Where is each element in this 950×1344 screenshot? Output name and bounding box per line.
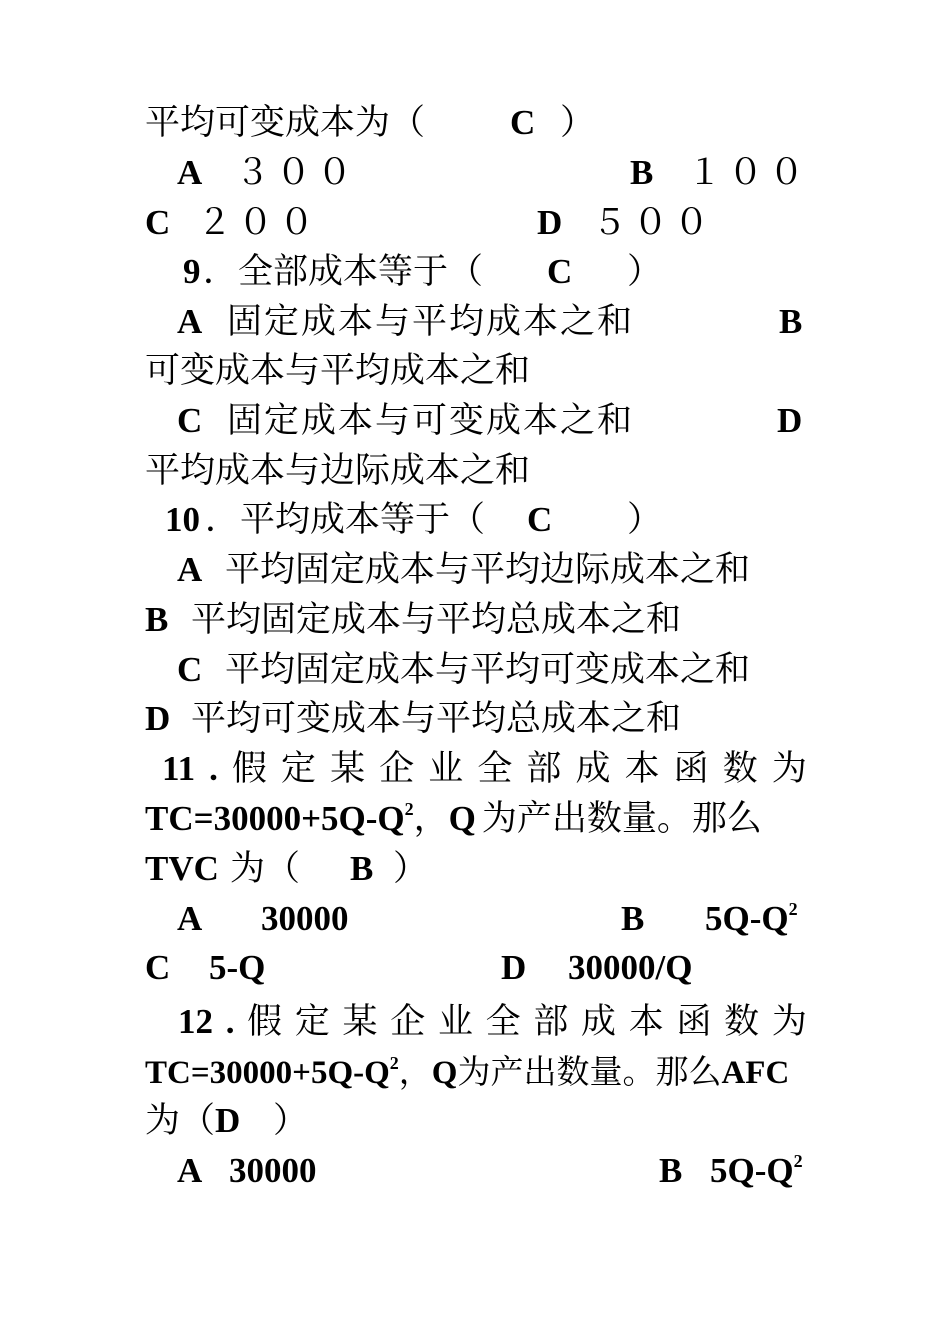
q8-option-b-text: １００ bbox=[687, 153, 811, 193]
q11-option-d-text: 30000/Q bbox=[568, 948, 693, 987]
q11-char: 本 bbox=[624, 749, 660, 789]
q11-options-line1 bbox=[145, 894, 807, 944]
q9-number: 9 bbox=[183, 252, 201, 291]
q11-option-a-key: A bbox=[177, 899, 203, 938]
q12-formula-line bbox=[145, 1047, 807, 1097]
q10-option-c-line bbox=[145, 645, 807, 695]
q11-ask: 为（ bbox=[230, 849, 301, 889]
q11-q-letter: Q bbox=[448, 799, 476, 838]
q10-option-c-key: C bbox=[177, 650, 203, 689]
q10-answer: C bbox=[527, 500, 553, 539]
q11-char: 业 bbox=[428, 749, 464, 789]
q12-char: 某 bbox=[342, 1002, 378, 1042]
q11-target: TVC bbox=[145, 849, 219, 888]
q12-q-letter: Q bbox=[431, 1055, 458, 1091]
q12-stem-line bbox=[178, 997, 807, 1047]
q12-char: 定 bbox=[294, 1002, 330, 1042]
q8-answer: C bbox=[510, 103, 536, 142]
q8-option-c-key: C bbox=[145, 203, 171, 242]
q12-option-a-text: 30000 bbox=[229, 1151, 317, 1190]
q12-options-line1 bbox=[145, 1146, 807, 1196]
q10-stem: ．平均成本等于（ bbox=[205, 500, 486, 540]
q11-formula-exponent: 2 bbox=[404, 799, 414, 820]
q9-stem: ．全部成本等于（ bbox=[203, 252, 484, 292]
q10-option-d-text: 平均可变成本与平均总成本之和 bbox=[191, 699, 682, 739]
q11-option-b-exponent: 2 bbox=[788, 899, 798, 920]
q8-stem: 平均可变成本为（ bbox=[145, 103, 426, 143]
q12-char: 部 bbox=[533, 1002, 569, 1042]
q11-char: 假 bbox=[231, 749, 267, 789]
q8-options-line2 bbox=[145, 198, 807, 248]
q8-option-b-key: B bbox=[630, 153, 654, 192]
q11-comma: ， bbox=[413, 799, 449, 839]
q11-char: 某 bbox=[330, 749, 366, 789]
q11-formula: TC=30000+5Q-Q bbox=[145, 799, 405, 838]
q10-option-c-text: 平均固定成本与平均可变成本之和 bbox=[225, 650, 751, 690]
q12-close: ） bbox=[273, 1101, 309, 1141]
q9-option-d-text: 平均成本与边际成本之和 bbox=[145, 451, 531, 491]
q8-option-d-key: D bbox=[537, 203, 563, 242]
q12-char: 函 bbox=[676, 1002, 712, 1042]
q11-option-b-key: B bbox=[621, 899, 645, 938]
q9-close: ） bbox=[627, 252, 663, 292]
q8-option-a-text: ３００ bbox=[235, 153, 359, 193]
q12-option-b-text-wrap bbox=[710, 1146, 803, 1196]
q12-formula-exponent: 2 bbox=[389, 1053, 399, 1073]
q12-number: 12 bbox=[178, 1002, 213, 1041]
q11-answer: B bbox=[350, 849, 374, 888]
q9-option-b-key: B bbox=[779, 302, 803, 341]
q12-target: AFC bbox=[721, 1055, 790, 1091]
q9-option-c-key: C bbox=[177, 401, 203, 440]
q9-option-a-text: 固定成本与平均成本之和 bbox=[227, 302, 635, 342]
q12-char: 本 bbox=[628, 1002, 664, 1042]
q10-option-b-line bbox=[145, 595, 807, 645]
q8-stem-line bbox=[145, 98, 807, 148]
q11-option-c-key: C bbox=[145, 948, 171, 987]
q10-option-d-key: D bbox=[145, 699, 171, 738]
q12-char: 数 bbox=[724, 1002, 760, 1042]
q11-char: 全 bbox=[477, 749, 513, 789]
q12-ask-line bbox=[145, 1096, 807, 1146]
q11-dot: . bbox=[209, 749, 218, 788]
q11-char: 成 bbox=[575, 749, 611, 789]
q8-option-c-text: ２００ bbox=[197, 203, 321, 243]
q9-option-b-text: 可变成本与平均成本之和 bbox=[145, 351, 531, 391]
q9-option-a-line bbox=[145, 297, 807, 347]
q12-option-b-text: 5Q-Q bbox=[710, 1151, 794, 1190]
q9-option-d-key: D bbox=[777, 401, 803, 440]
q10-option-b-text: 平均固定成本与平均总成本之和 bbox=[191, 600, 682, 640]
q12-char: 企 bbox=[390, 1002, 426, 1042]
q12-option-b-exponent: 2 bbox=[793, 1151, 803, 1172]
q11-option-b-text-wrap bbox=[705, 894, 798, 944]
q9-option-c-text: 固定成本与可变成本之和 bbox=[227, 401, 635, 441]
q11-option-d-key: D bbox=[501, 948, 527, 987]
q10-option-a-key: A bbox=[177, 550, 203, 589]
q11-option-b-text: 5Q-Q bbox=[705, 899, 789, 938]
q9-option-c-line bbox=[145, 396, 807, 446]
q8-close: ） bbox=[560, 103, 596, 143]
q10-close: ） bbox=[627, 500, 663, 540]
q11-char: 数 bbox=[722, 749, 758, 789]
q9-option-a-key: A bbox=[177, 302, 203, 341]
q11-char: 为 bbox=[771, 749, 807, 789]
q9-option-b-line bbox=[145, 346, 807, 396]
q10-option-b-key: B bbox=[145, 600, 169, 639]
q11-formula-rest: 为产出数量。那么 bbox=[481, 799, 762, 839]
q11-option-c-text: 5-Q bbox=[209, 948, 266, 987]
q8-option-d-text: ５００ bbox=[592, 203, 716, 243]
q10-number: 10 bbox=[165, 500, 200, 539]
q12-formula-rest: 为产出数量。那么 bbox=[457, 1052, 722, 1091]
q12-formula: TC=30000+5Q-Q bbox=[145, 1055, 390, 1091]
q12-char: 业 bbox=[437, 1002, 473, 1042]
q12-char: 成 bbox=[581, 1002, 617, 1042]
q12-char: 全 bbox=[485, 1002, 521, 1042]
q11-char: 部 bbox=[526, 749, 562, 789]
q10-option-d-line bbox=[145, 694, 807, 744]
q12-option-a-key: A bbox=[177, 1151, 203, 1190]
q9-option-d-line bbox=[145, 446, 807, 496]
q12-dot: . bbox=[225, 1002, 235, 1041]
q11-char: 企 bbox=[379, 749, 415, 789]
q12-char: 假 bbox=[247, 1002, 283, 1042]
q12-answer: D bbox=[215, 1101, 241, 1140]
q10-option-a-line bbox=[145, 545, 807, 595]
q11-number: 11 bbox=[162, 749, 196, 788]
q11-close: ） bbox=[393, 849, 429, 889]
q12-ask: 为（ bbox=[145, 1101, 216, 1141]
q9-answer: C bbox=[547, 252, 573, 291]
q11-char: 函 bbox=[673, 749, 709, 789]
q11-stem-line bbox=[162, 744, 807, 794]
q10-option-a-text: 平均固定成本与平均边际成本之和 bbox=[225, 550, 751, 590]
q12-char: 为 bbox=[771, 1002, 807, 1042]
q11-options-line2 bbox=[145, 943, 807, 993]
q8-options-line1 bbox=[145, 148, 811, 198]
q11-formula-line bbox=[145, 794, 807, 844]
q12-comma: ， bbox=[398, 1052, 432, 1091]
q11-char: 定 bbox=[281, 749, 317, 789]
q10-stem-line bbox=[145, 495, 807, 545]
q12-option-b-key: B bbox=[659, 1151, 683, 1190]
q11-ask-line bbox=[145, 844, 807, 894]
q8-option-a-key: A bbox=[177, 153, 203, 192]
q11-option-a-text: 30000 bbox=[261, 899, 349, 938]
q9-stem-line bbox=[145, 247, 807, 297]
